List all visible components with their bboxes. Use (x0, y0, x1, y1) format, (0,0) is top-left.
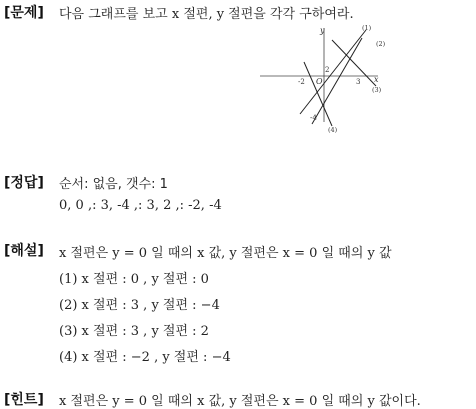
tick-label-x-neg: -2 (298, 78, 305, 86)
explanation-rule: x 절편은 y = 0 일 때의 x 값, y 절편은 x = 0 일 때의 y 값 (59, 246, 392, 261)
answer-label: [정답] (4, 175, 44, 191)
explanation-item-3: (3) x 절편 : 3 , y 절편 : 2 (59, 324, 209, 339)
hint-label: [힌트] (4, 392, 44, 408)
explanation-item-4: (4) x 절편 : −2 , y 절편 : −4 (59, 350, 231, 365)
tick-label-y-pos: 2 (325, 66, 330, 74)
origin-label: O (316, 77, 323, 86)
explanation-label: [해설] (4, 243, 44, 259)
line-label-1: (1) (362, 24, 372, 32)
explanation-item-2: (2) x 절편 : 3 , y 절편 : −4 (59, 298, 220, 313)
coordinate-graph (258, 22, 386, 134)
answer-values-line: 0, 0 ,: 3, -4 ,: 3, 2 ,: -2, -4 (59, 198, 222, 213)
problem-label: [문제] (4, 5, 44, 21)
tick-label-x-pos: 3 (356, 78, 361, 86)
answer-order-line: 순서: 없음, 갯수: 1 (59, 177, 168, 192)
graph-line-1 (300, 30, 366, 114)
y-axis-label: y (320, 26, 325, 35)
explanation-item-1: (1) x 절편 : 0 , y 절편 : 0 (59, 272, 209, 287)
hint-text: x 절편은 y = 0 일 때의 x 값, y 절편은 x = 0 일 때의 y 값이다. (59, 394, 421, 409)
x-axis-label: x (374, 75, 379, 84)
line-label-3: (3) (372, 86, 382, 94)
line-label-2: (2) (376, 40, 386, 48)
problem-text: 다음 그래프를 보고 x 절편, y 절편을 각각 구하여라. (59, 7, 354, 22)
tick-label-y-neg: -4 (310, 114, 317, 122)
line-label-4: (4) (328, 126, 338, 134)
